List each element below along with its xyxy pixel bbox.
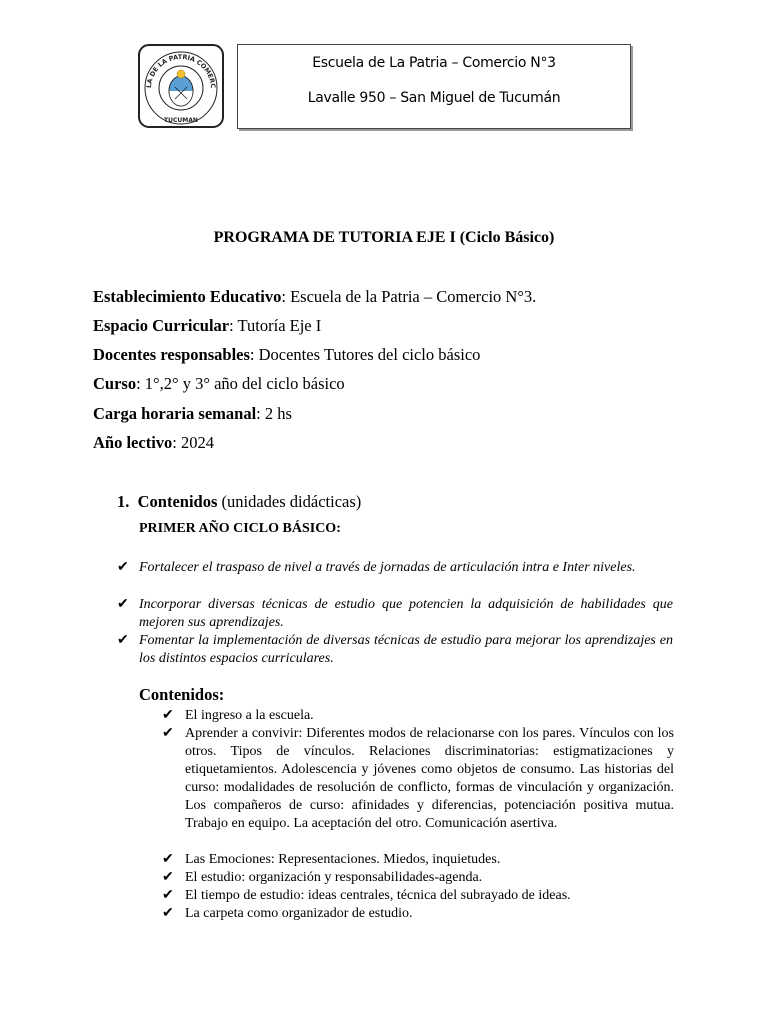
checkmark-icon: ✔ xyxy=(117,597,129,612)
svg-text:TUCUMAN: TUCUMAN xyxy=(164,117,198,124)
info-line xyxy=(93,287,536,307)
info-line xyxy=(93,345,480,365)
objective-text: Fomentar la implementación de diversas técnicas de estudio para mejorar los aprendizajes en los distintos espacios curriculares. xyxy=(139,633,673,666)
info-label: Docentes responsables xyxy=(93,345,250,364)
contents-heading: Contenidos: xyxy=(139,685,225,704)
checkmark-icon: ✔ xyxy=(162,852,174,867)
info-value: : 2024 xyxy=(172,433,214,452)
info-line xyxy=(93,316,321,336)
content-text: El ingreso a la escuela. xyxy=(185,708,314,723)
checkmark-icon: ✔ xyxy=(162,906,174,921)
checkmark-icon: ✔ xyxy=(162,870,174,885)
svg-text:ESCUELA DE LA PATRIA COMERCIO: LA DE LA PATRIA COMERC xyxy=(144,52,218,89)
info-line xyxy=(93,374,345,394)
checkmark-icon: ✔ xyxy=(117,633,129,648)
content-text: Las Emociones: Representaciones. Miedos, inquietudes. xyxy=(185,852,501,867)
checkmark-icon: ✔ xyxy=(117,560,129,575)
checkmark-icon: ✔ xyxy=(162,708,174,723)
info-line xyxy=(93,433,214,453)
objective-item xyxy=(117,632,673,668)
info-label: Año lectivo xyxy=(93,433,173,452)
info-label: Carga horaria semanal xyxy=(93,404,257,423)
document-title: PROGRAMA DE TUTORIA EJE I (Ciclo Básico) xyxy=(213,229,555,246)
content-item xyxy=(162,851,674,869)
info-value: : 1°,2° y 3° año del ciclo básico xyxy=(136,374,345,393)
info-value: : Tutoría Eje I xyxy=(229,316,322,335)
checkmark-icon: ✔ xyxy=(162,726,174,741)
objective-text: Fortalecer el traspaso de nivel a través de jornadas de articulación intra e Inter niveles. xyxy=(139,560,636,575)
subheading: PRIMER AÑO CICLO BÁSICO: xyxy=(139,521,341,536)
content-text: Aprender a convivir: Diferentes modos de relacionarse con los pares. Vínculos con los otros. Tipos de vínculos. Relaciones discriminatorias: estigmatizaciones y etiquetamientos. Adolescencia y jóvenes como objetos de consumo. Las historias del curso: modalidades de resolución de conflicto, formas de vinculación y organización. Los compañeros de curso: afinidades y diferencias, potenciación positiva mutua. Trabajo en equipo. La aceptación del otro. Comunicación asertiva. xyxy=(185,726,674,831)
objective-text: Incorporar diversas técnicas de estudio que potencien la adquisición de habilidades que mejoren sus aprendizajes. xyxy=(139,597,673,630)
content-item xyxy=(162,887,674,905)
content-item xyxy=(162,869,674,887)
info-value: : Docentes Tutores del ciclo básico xyxy=(249,345,481,364)
objective-item xyxy=(117,596,673,632)
letterhead-box xyxy=(237,44,631,129)
content-item xyxy=(162,707,674,725)
info-label: Espacio Curricular xyxy=(93,316,230,335)
info-value: : Escuela de la Patria – Comercio N°3. xyxy=(281,287,537,306)
checkmark-icon: ✔ xyxy=(162,888,174,903)
info-label: Curso xyxy=(93,374,137,393)
content-text: La carpeta como organizador de estudio. xyxy=(185,906,413,921)
school-logo xyxy=(137,43,225,129)
content-text: El estudio: organización y responsabilidades-agenda. xyxy=(185,870,483,885)
info-label: Establecimiento Educativo xyxy=(93,287,282,306)
info-value: : 2 hs xyxy=(256,404,292,423)
info-line xyxy=(93,404,292,424)
content-item xyxy=(162,725,674,833)
school-address: Lavalle 950 – San Miguel de Tucumán xyxy=(307,90,561,106)
school-name: Escuela de La Patria – Comercio N°3 xyxy=(312,55,556,71)
section-heading: 1. Contenidos (unidades didácticas) xyxy=(117,492,362,511)
content-item xyxy=(162,905,674,923)
content-text: El tiempo de estudio: ideas centrales, técnica del subrayado de ideas. xyxy=(185,888,571,903)
objective-item xyxy=(117,559,673,577)
